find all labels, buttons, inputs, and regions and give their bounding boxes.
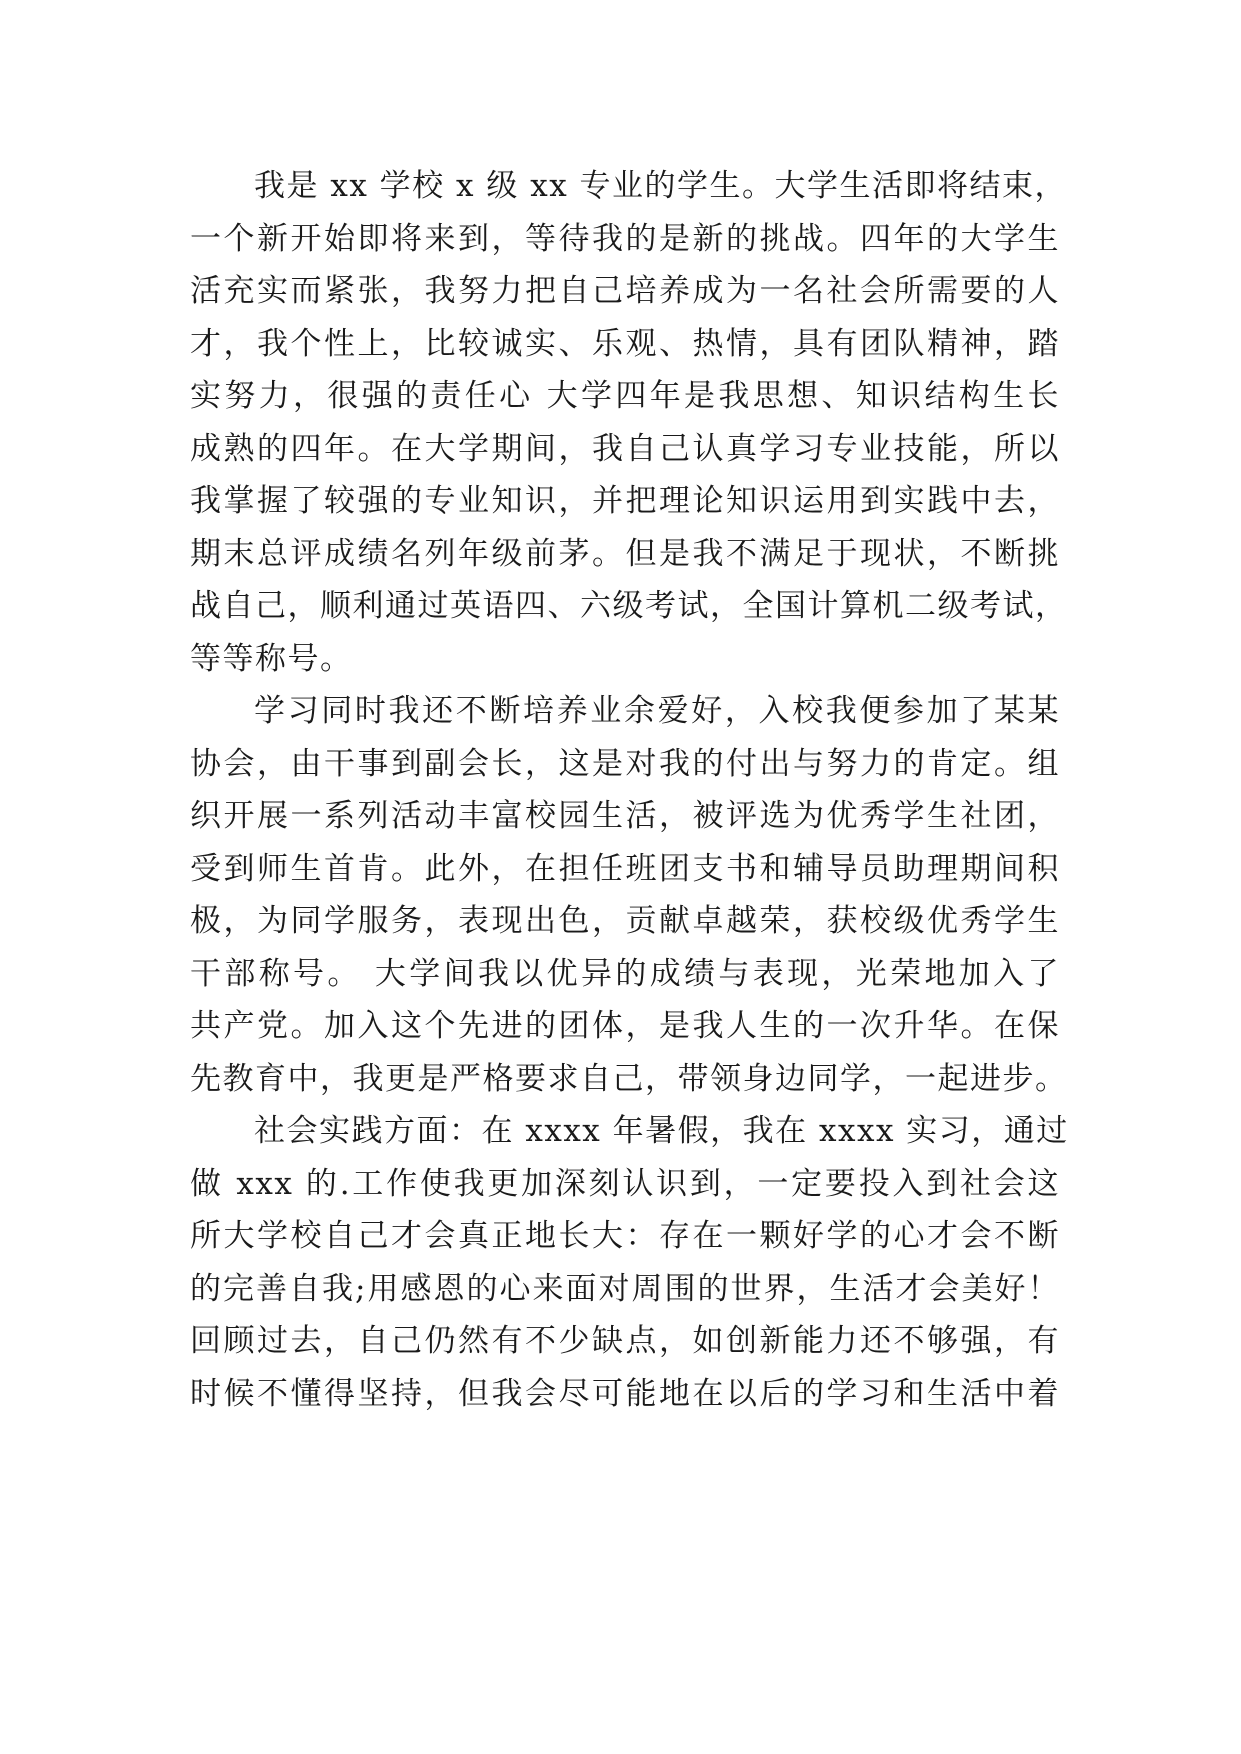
text-line: 社会实践方面：在 xxxx 年暑假，我在 xxxx 实习，通过 — [254, 1113, 1069, 1149]
text-line: 回顾过去，自己仍然有不少缺点，如创新能力还不够强，有 — [190, 1323, 1060, 1359]
text-line: 极，为同学服务，表现出色，贡献卓越荣，获校级优秀学生 — [190, 903, 1060, 939]
text-line: 成熟的四年。在大学期间，我自己认真学习专业技能，所以 — [190, 430, 1060, 467]
text-line: 一个新开始即将来到，等待我的是新的挑战。四年的大学生 — [190, 220, 1060, 257]
text-line: 所大学校自己才会真正地长大：存在一颗好学的心才会不断 — [190, 1218, 1060, 1254]
text-line: 学习同时我还不断培养业余爱好，入校我便参加了某某 — [254, 693, 1060, 729]
text-line: 先教育中，我更是严格要求自己，带领身边同学，一起进步。 — [190, 1060, 1068, 1097]
text-line: 战自己，顺利通过英语四、六级考试，全国计算机二级考试， — [190, 588, 1068, 624]
text-line: 我是 xx 学校 x 级 xx 专业的学生。大学生活即将结束， — [254, 168, 1068, 204]
text-line: 我掌握了较强的专业知识，并把理论知识运用到实践中去， — [190, 483, 1060, 519]
text-line: 织开展一系列活动丰富校园生活，被评选为优秀学生社团， — [190, 798, 1060, 834]
text-line: 的完善自我;用感恩的心来面对周围的世界，生活才会美好！ — [190, 1270, 1060, 1307]
text-line: 做 xxx 的.工作使我更加深刻认识到，一定要投入到社会这 — [190, 1165, 1060, 1202]
paragraph-1 — [190, 160, 1068, 685]
text-line: 共产党。加入这个先进的团体，是我人生的一次升华。在保 — [190, 1008, 1060, 1044]
text-line: 时候不懂得坚持，但我会尽可能地在以后的学习和生活中着 — [190, 1375, 1060, 1412]
document-body — [190, 160, 1069, 1420]
text-line: 等等称号。 — [190, 640, 353, 677]
text-line: 期末总评成绩名列年级前茅。但是我不满足于现状，不断挑 — [190, 535, 1060, 572]
text-line: 才，我个性上，比较诚实、乐观、热情，具有团队精神，踏 — [190, 325, 1060, 362]
text-line: 活充实而紧张，我努力把自己培养成为一名社会所需要的人 — [190, 273, 1060, 309]
text-line: 协会，由干事到副会长，这是对我的付出与努力的肯定。组 — [190, 745, 1060, 782]
paragraph-3 — [190, 1105, 1069, 1420]
text-line: 受到师生首肯。此外，在担任班团支书和辅导员助理期间积 — [190, 850, 1060, 887]
text-line: 实努力，很强的责任心 大学四年是我思想、知识结构生长 — [190, 378, 1060, 414]
paragraph-2 — [190, 685, 1068, 1105]
text-line: 干部称号。 大学间我以优异的成绩与表现，光荣地加入了 — [190, 955, 1060, 992]
